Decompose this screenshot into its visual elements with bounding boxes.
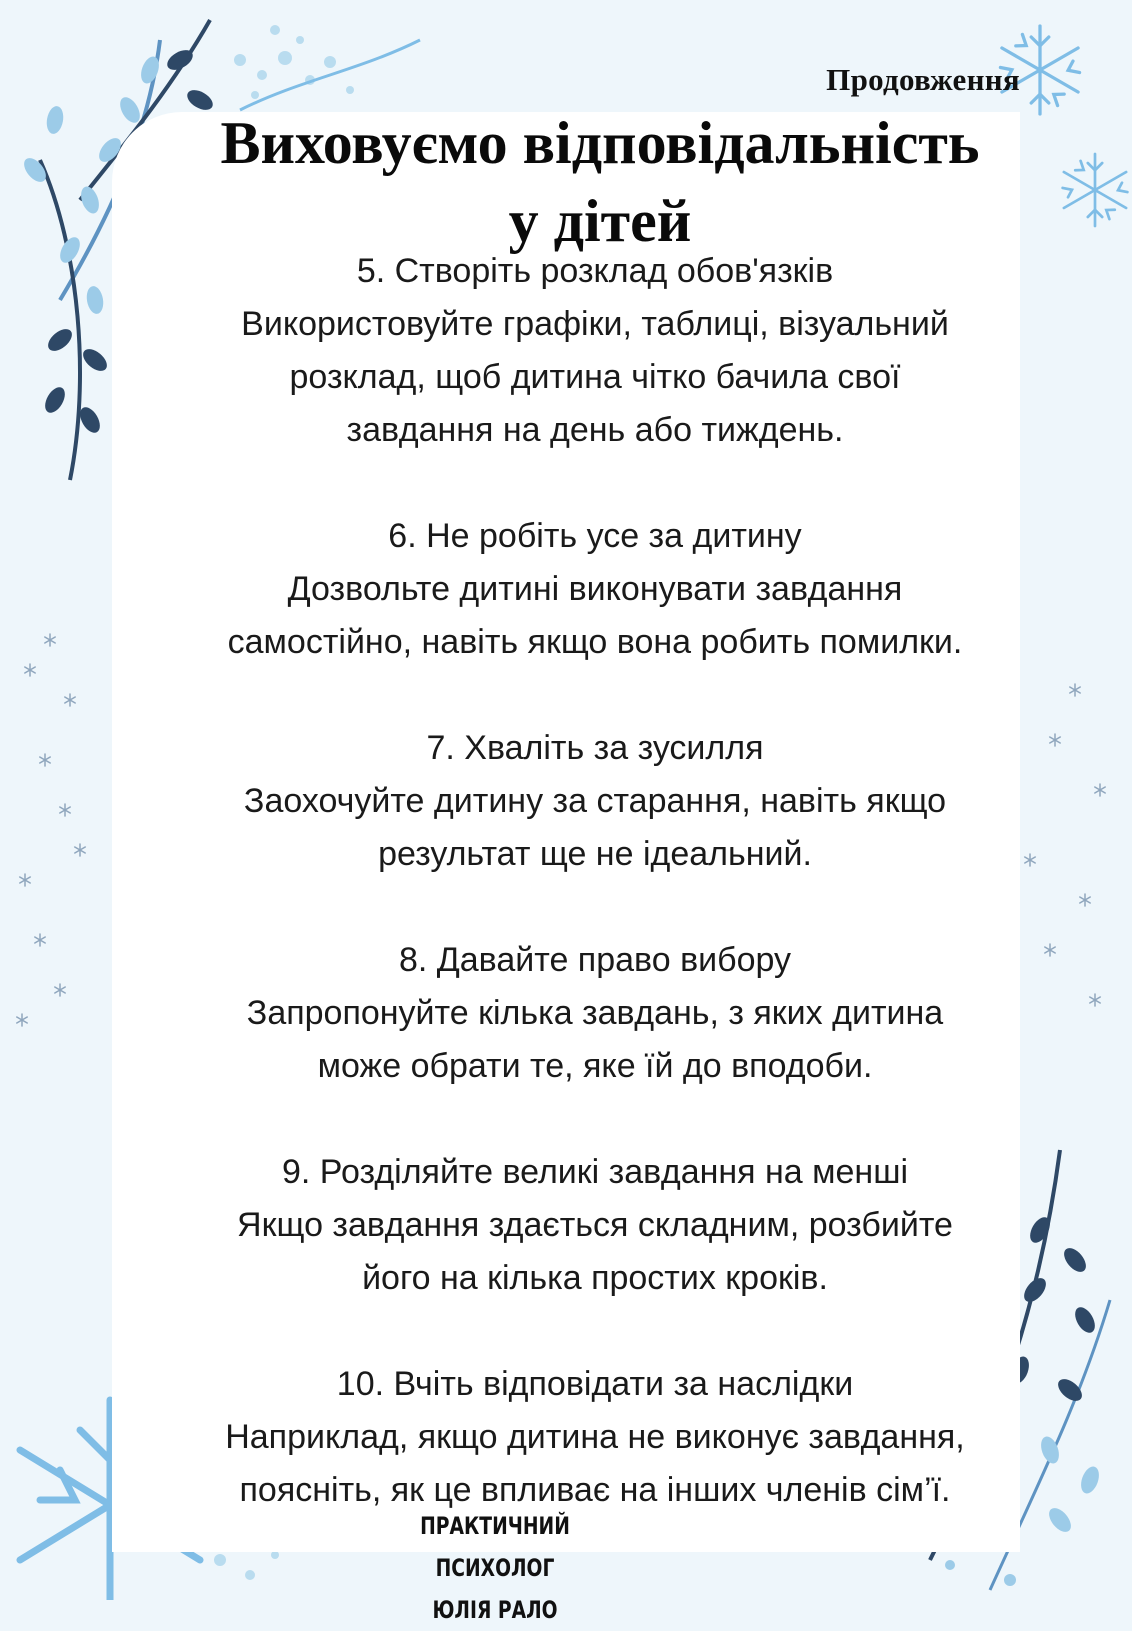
continuation-label: Продовження bbox=[826, 62, 1020, 97]
tip-6 bbox=[175, 510, 1015, 669]
author-signature bbox=[366, 1505, 623, 1631]
tip-10 bbox=[175, 1358, 1015, 1517]
tip-text-line: його на кілька простих кроків. bbox=[362, 1259, 828, 1297]
author-role: ПРАКТИЧНИЙ ПСИХОЛОГ bbox=[420, 1512, 570, 1582]
tips-list bbox=[175, 245, 1015, 1517]
title-line-2: у дітей bbox=[508, 188, 692, 254]
tip-text-line: Використовуйте графіки, таблиці, візуальний bbox=[241, 305, 949, 343]
tip-text-line: Якщо завдання здається складним, розбийте bbox=[237, 1206, 953, 1244]
tip-text-line: завдання на день або тиждень. bbox=[346, 411, 844, 449]
title-line-1: Виховуємо відповідальність bbox=[220, 110, 980, 176]
author-name: ЮЛІЯ РАЛО bbox=[432, 1596, 558, 1624]
tip-9 bbox=[175, 1146, 1015, 1305]
tip-heading: 9. Розділяйте великі завдання на менші bbox=[281, 1153, 909, 1191]
tip-text-line: може обрати те, яке їй до вподоби. bbox=[317, 1047, 873, 1085]
page-title bbox=[140, 104, 1060, 260]
tip-text-line: результат ще не ідеальний. bbox=[378, 835, 812, 873]
tip-heading: 6. Не робіть усе за дитину bbox=[388, 517, 802, 555]
tip-heading: 7. Хваліть за зусилля bbox=[426, 729, 764, 767]
tip-5 bbox=[175, 245, 1015, 457]
tip-7 bbox=[175, 722, 1015, 881]
tip-8 bbox=[175, 934, 1015, 1093]
tip-text-line: Запропонуйте кілька завдань, з яких дитина bbox=[246, 994, 944, 1032]
tip-text-line: поясніть, як це впливає на інших членів сім’ї. bbox=[239, 1471, 951, 1509]
tip-text-line: Дозвольте дитині виконувати завдання bbox=[287, 570, 903, 608]
tip-text-line: розклад, щоб дитина чітко бачила свої bbox=[289, 358, 901, 396]
tip-text-line: Наприклад, якщо дитина не виконує завдання, bbox=[225, 1418, 965, 1456]
tip-heading: 5. Створіть розклад обов'язків bbox=[356, 252, 834, 290]
tip-text-line: самостійно, навіть якщо вона робить помилки. bbox=[227, 623, 963, 661]
tip-text-line: Заохочуйте дитину за старання, навіть якщо bbox=[243, 782, 947, 820]
tip-heading: 8. Давайте право вибору bbox=[398, 941, 792, 979]
tip-heading: 10. Вчіть відповідати за наслідки bbox=[336, 1365, 854, 1403]
